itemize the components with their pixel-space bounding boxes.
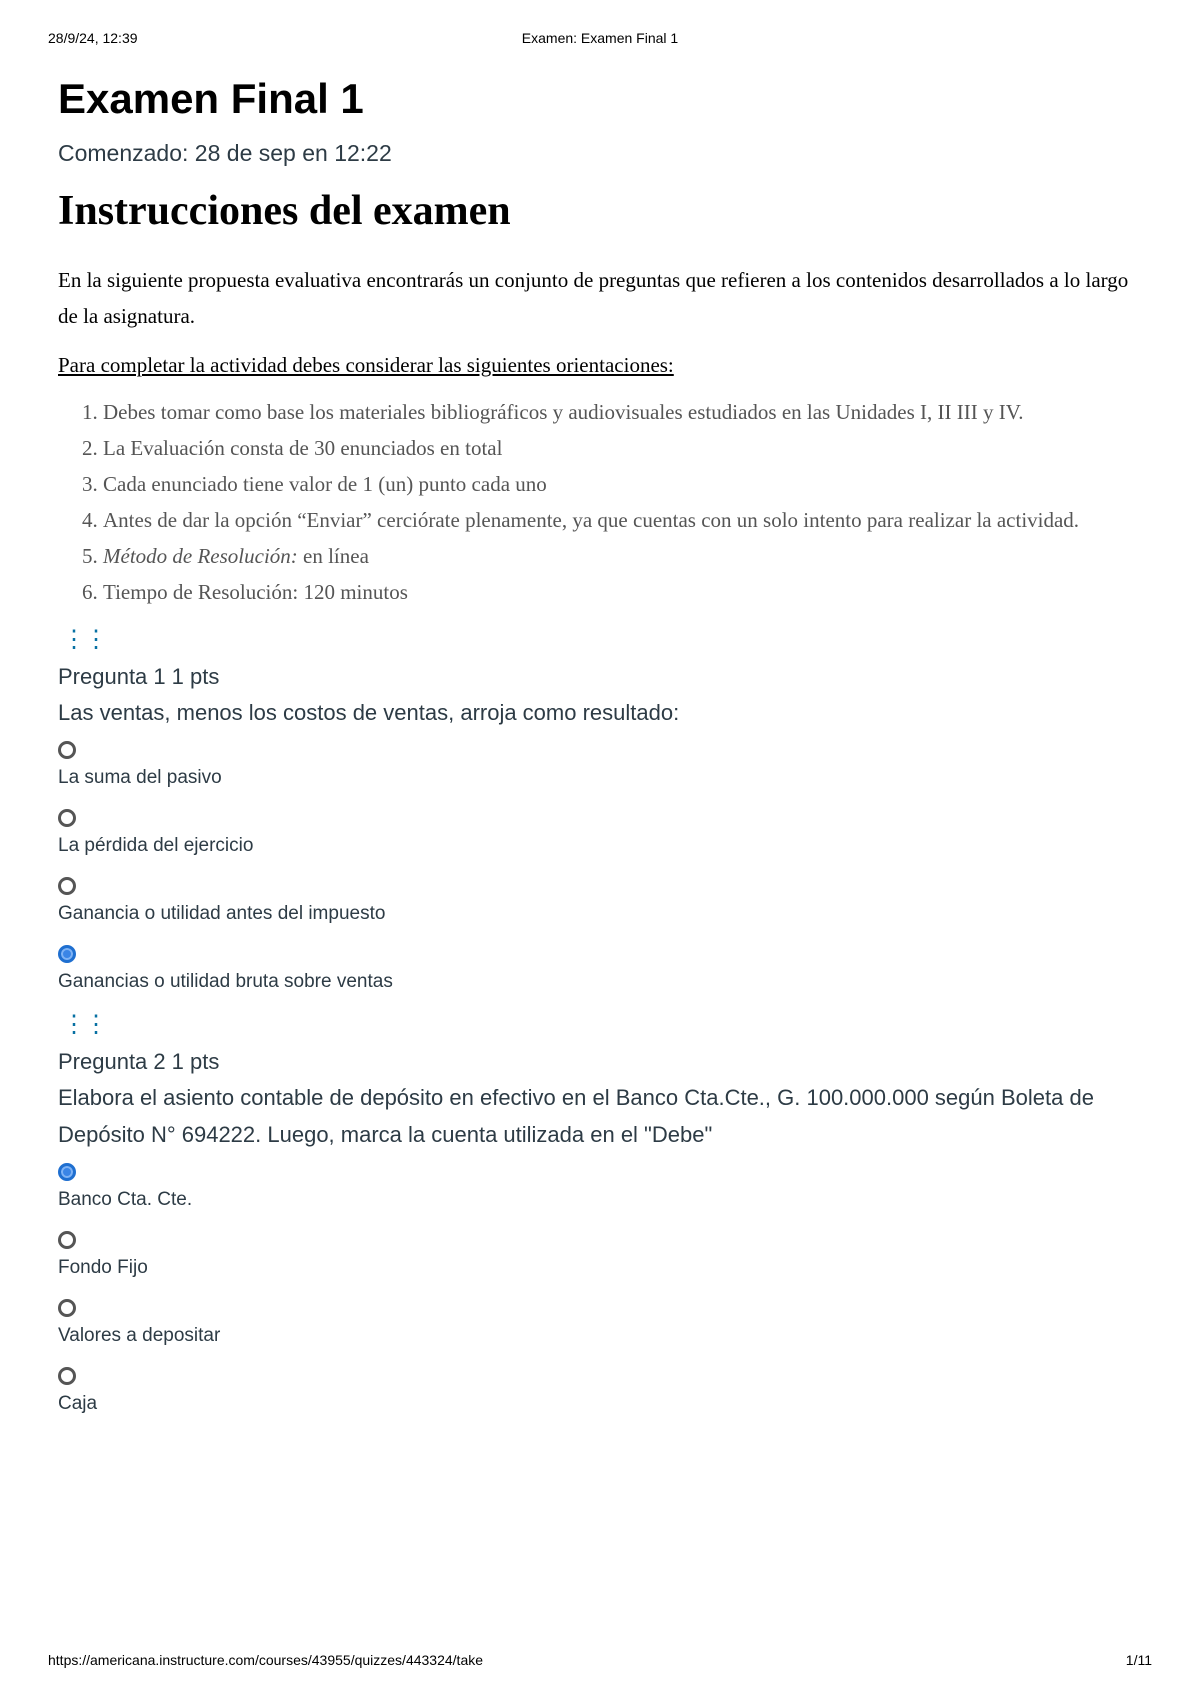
answer-label[interactable]: Valores a depositar [58, 1325, 221, 1346]
radio-button-icon[interactable] [58, 1367, 76, 1385]
question-number: Pregunta 2 [58, 1049, 166, 1074]
radio-button-icon[interactable] [58, 1231, 76, 1249]
rule-item: 2. La Evaluación consta de 30 enunciados en total [103, 430, 1148, 466]
answer-option[interactable] [58, 877, 1148, 927]
question-header [58, 1047, 1148, 1077]
radio-button-icon[interactable] [58, 1163, 76, 1181]
answer-option[interactable] [58, 1231, 1148, 1281]
answer-label[interactable]: Banco Cta. Cte. [58, 1189, 193, 1210]
rule-item: 3. Cada enunciado tiene valor de 1 (un) punto cada uno [103, 466, 1148, 502]
rule-item: 4. Antes de dar la opción “Enviar” cerciórate plenamente, ya que cuentas con un solo intento para realizar la actividad. [103, 502, 1148, 538]
question-points: 1 pts [171, 1049, 220, 1074]
answer-label[interactable]: Fondo Fijo [58, 1257, 148, 1278]
radio-button-icon[interactable] [58, 1299, 76, 1317]
answer-list [58, 741, 1148, 995]
page-title: Examen Final 1 [58, 75, 364, 122]
print-title: Examen: Examen Final 1 [521, 30, 679, 46]
print-footer [48, 1652, 1152, 1672]
answer-label[interactable]: Caja [58, 1393, 98, 1414]
rule-label: Método de Resolución: [103, 544, 298, 568]
instructions-heading: Instrucciones del examen [58, 188, 511, 234]
rules-list [58, 394, 1148, 610]
question-block [58, 1013, 1148, 1417]
answer-option[interactable] [58, 809, 1148, 859]
drag-handle-icon[interactable]: ⋮⋮ [62, 626, 106, 653]
radio-button-icon[interactable] [58, 809, 76, 827]
questions-list [58, 628, 1148, 1417]
instructions-intro: En la siguiente propuesta evaluativa encontrarás un conjunto de preguntas que refieren a los contenidos desarrollados a lo largo de la asignatura. [58, 268, 1129, 328]
answer-option[interactable] [58, 1163, 1148, 1213]
drag-handle-icon[interactable]: ⋮⋮ [62, 1011, 106, 1038]
question-text: Las ventas, menos los costos de ventas, arroja como resultado: [58, 700, 680, 725]
question-block [58, 628, 1148, 995]
rule-item [103, 538, 1148, 574]
answer-label[interactable]: Ganancia o utilidad antes del impuesto [58, 903, 386, 924]
question-points: 1 pts [171, 664, 220, 689]
quiz-content [58, 70, 1148, 1435]
radio-button-icon[interactable] [58, 877, 76, 895]
radio-button-icon[interactable] [58, 945, 76, 963]
answer-option[interactable] [58, 1367, 1148, 1417]
rule-item: 1. Debes tomar como base los materiales bibliográficos y audiovisuales estudiados en las Unidades I, II III y IV. [103, 394, 1148, 430]
answer-label[interactable]: Ganancias o utilidad bruta sobre ventas [58, 971, 393, 992]
answer-option[interactable] [58, 945, 1148, 995]
answer-list [58, 1163, 1148, 1417]
started-timestamp: Comenzado: 28 de sep en 12:22 [58, 140, 392, 166]
answer-option[interactable] [58, 741, 1148, 791]
question-text: Elabora el asiento contable de depósito en efectivo en el Banco Cta.Cte., G. 100.000.000 según Boleta de Depósito N° 694222. Luego, marca la cuenta utilizada en el "Debe" [58, 1085, 1094, 1147]
question-number: Pregunta 1 [58, 664, 166, 689]
answer-option[interactable] [58, 1299, 1148, 1349]
rule-item: 6. Tiempo de Resolución: 120 minutos [103, 574, 1148, 610]
radio-button-icon[interactable] [58, 741, 76, 759]
answer-label[interactable]: La pérdida del ejercicio [58, 835, 254, 856]
orientations-heading: Para completar la actividad debes considerar las siguientes orientaciones: [58, 353, 674, 377]
question-header [58, 662, 1148, 692]
answer-label[interactable]: La suma del pasivo [58, 767, 222, 788]
print-date: 28/9/24, 12:39 [48, 30, 138, 46]
rule-text: en línea [297, 544, 369, 568]
page-number: 1/11 [1125, 1652, 1152, 1668]
print-header [48, 30, 1152, 50]
page-url: https://americana.instructure.com/courses/43955/quizzes/443324/take [48, 1652, 484, 1668]
